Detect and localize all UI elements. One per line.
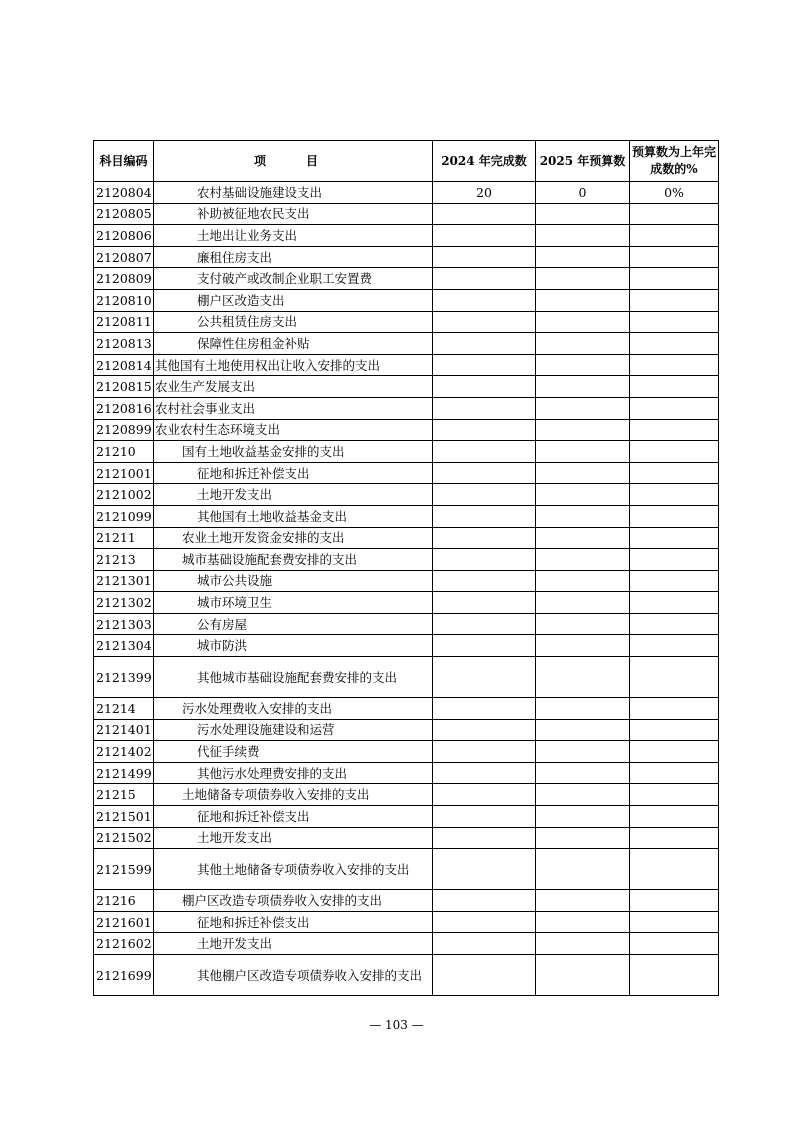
row-pct bbox=[630, 698, 719, 720]
row-value-2025 bbox=[536, 657, 630, 698]
row-pct bbox=[630, 955, 719, 996]
row-code: 2121402 bbox=[94, 741, 154, 763]
row-value-2024 bbox=[433, 827, 536, 849]
table-row bbox=[94, 890, 719, 912]
row-name: 公有房屋 bbox=[154, 613, 433, 635]
row-value-2024 bbox=[433, 657, 536, 698]
row-value-2025 bbox=[536, 549, 630, 571]
row-value-2024 bbox=[433, 484, 536, 506]
row-code: 21216 bbox=[94, 890, 154, 912]
row-pct bbox=[630, 441, 719, 463]
row-pct bbox=[630, 890, 719, 912]
row-code: 2121099 bbox=[94, 505, 154, 527]
row-pct bbox=[630, 911, 719, 933]
row-name: 其他棚户区改造专项债券收入安排的支出 bbox=[154, 955, 433, 996]
header-pct: 预算数为上年完成数的% bbox=[630, 141, 719, 182]
row-value-2025 bbox=[536, 527, 630, 549]
row-name: 农业农村生态环境支出 bbox=[154, 419, 433, 441]
table-row bbox=[94, 203, 719, 225]
table-row bbox=[94, 419, 719, 441]
row-value-2024 bbox=[433, 441, 536, 463]
row-name: 农业土地开发资金安排的支出 bbox=[154, 527, 433, 549]
budget-table bbox=[93, 140, 719, 996]
row-value-2025 bbox=[536, 376, 630, 398]
row-value-2024 bbox=[433, 806, 536, 828]
table-row bbox=[94, 549, 719, 571]
row-name: 土地开发支出 bbox=[154, 827, 433, 849]
row-pct bbox=[630, 203, 719, 225]
row-name: 征地和拆迁补偿支出 bbox=[154, 911, 433, 933]
header-code: 科目编码 bbox=[94, 141, 154, 182]
row-pct bbox=[630, 806, 719, 828]
row-value-2024 bbox=[433, 784, 536, 806]
row-code: 2120804 bbox=[94, 182, 154, 204]
row-value-2024 bbox=[433, 933, 536, 955]
row-code: 2121601 bbox=[94, 911, 154, 933]
row-value-2025 bbox=[536, 911, 630, 933]
table-row bbox=[94, 719, 719, 741]
row-code: 2121304 bbox=[94, 635, 154, 657]
row-pct: 0% bbox=[630, 182, 719, 204]
row-code: 21213 bbox=[94, 549, 154, 571]
row-pct bbox=[630, 762, 719, 784]
row-value-2025 bbox=[536, 246, 630, 268]
table-row bbox=[94, 182, 719, 204]
row-name: 城市环境卫生 bbox=[154, 592, 433, 614]
table-row bbox=[94, 225, 719, 247]
table-row bbox=[94, 311, 719, 333]
header-2025: 2025 年预算数 bbox=[536, 141, 630, 182]
row-value-2024 bbox=[433, 911, 536, 933]
row-value-2024 bbox=[433, 698, 536, 720]
row-code: 2120810 bbox=[94, 289, 154, 311]
row-name: 城市防洪 bbox=[154, 635, 433, 657]
row-name: 棚户区改造支出 bbox=[154, 289, 433, 311]
row-code: 2120806 bbox=[94, 225, 154, 247]
row-name: 城市公共设施 bbox=[154, 570, 433, 592]
row-code: 2120816 bbox=[94, 397, 154, 419]
row-value-2025 bbox=[536, 933, 630, 955]
row-value-2024 bbox=[433, 762, 536, 784]
row-code: 2121502 bbox=[94, 827, 154, 849]
row-name: 农村社会事业支出 bbox=[154, 397, 433, 419]
table-row bbox=[94, 911, 719, 933]
row-value-2024 bbox=[433, 462, 536, 484]
row-code: 2121499 bbox=[94, 762, 154, 784]
row-value-2024 bbox=[433, 289, 536, 311]
row-value-2024 bbox=[433, 955, 536, 996]
row-value-2024 bbox=[433, 849, 536, 890]
row-pct bbox=[630, 225, 719, 247]
row-pct bbox=[630, 246, 719, 268]
row-pct bbox=[630, 527, 719, 549]
row-value-2024 bbox=[433, 397, 536, 419]
row-value-2024 bbox=[433, 635, 536, 657]
row-value-2025 bbox=[536, 741, 630, 763]
row-value-2025 bbox=[536, 289, 630, 311]
table-row bbox=[94, 933, 719, 955]
table-header-row bbox=[94, 141, 719, 182]
row-code: 2120815 bbox=[94, 376, 154, 398]
row-value-2025 bbox=[536, 806, 630, 828]
row-code: 2121501 bbox=[94, 806, 154, 828]
row-code: 2121303 bbox=[94, 613, 154, 635]
row-value-2024 bbox=[433, 741, 536, 763]
row-pct bbox=[630, 827, 719, 849]
row-pct bbox=[630, 933, 719, 955]
row-value-2025 bbox=[536, 762, 630, 784]
row-name: 征地和拆迁补偿支出 bbox=[154, 462, 433, 484]
row-value-2024 bbox=[433, 376, 536, 398]
row-pct bbox=[630, 311, 719, 333]
row-name: 城市基础设施配套费安排的支出 bbox=[154, 549, 433, 571]
row-value-2024 bbox=[433, 333, 536, 355]
row-name: 补助被征地农民支出 bbox=[154, 203, 433, 225]
row-code: 2121301 bbox=[94, 570, 154, 592]
table-body bbox=[94, 182, 719, 996]
table-row bbox=[94, 505, 719, 527]
row-code: 2121399 bbox=[94, 657, 154, 698]
row-name: 征地和拆迁补偿支出 bbox=[154, 806, 433, 828]
row-name: 代征手续费 bbox=[154, 741, 433, 763]
table-row bbox=[94, 441, 719, 463]
row-value-2025 bbox=[536, 784, 630, 806]
row-pct bbox=[630, 462, 719, 484]
row-pct bbox=[630, 741, 719, 763]
row-code: 2120805 bbox=[94, 203, 154, 225]
row-value-2024 bbox=[433, 719, 536, 741]
table-row bbox=[94, 955, 719, 996]
row-code: 2121002 bbox=[94, 484, 154, 506]
row-value-2024 bbox=[433, 246, 536, 268]
row-name: 其他土地储备专项债券收入安排的支出 bbox=[154, 849, 433, 890]
row-pct bbox=[630, 719, 719, 741]
row-code: 2120811 bbox=[94, 311, 154, 333]
row-code: 2121699 bbox=[94, 955, 154, 996]
row-name: 其他国有土地使用权出让收入安排的支出 bbox=[154, 354, 433, 376]
row-value-2024 bbox=[433, 419, 536, 441]
row-value-2025 bbox=[536, 225, 630, 247]
row-pct bbox=[630, 484, 719, 506]
row-name: 其他污水处理费安排的支出 bbox=[154, 762, 433, 784]
table-row bbox=[94, 806, 719, 828]
row-pct bbox=[630, 505, 719, 527]
row-pct bbox=[630, 635, 719, 657]
row-code: 21214 bbox=[94, 698, 154, 720]
page-number: — 103 — bbox=[369, 1018, 424, 1032]
row-value-2025 bbox=[536, 570, 630, 592]
row-value-2024 bbox=[433, 505, 536, 527]
row-code: 2120809 bbox=[94, 268, 154, 290]
row-code: 2120813 bbox=[94, 333, 154, 355]
row-value-2025 bbox=[536, 462, 630, 484]
table-row bbox=[94, 784, 719, 806]
table-row bbox=[94, 613, 719, 635]
row-pct bbox=[630, 657, 719, 698]
row-pct bbox=[630, 592, 719, 614]
row-code: 2120814 bbox=[94, 354, 154, 376]
row-code: 2121001 bbox=[94, 462, 154, 484]
row-name: 污水处理费收入安排的支出 bbox=[154, 698, 433, 720]
row-name: 其他国有土地收益基金支出 bbox=[154, 505, 433, 527]
row-name: 污水处理设施建设和运营 bbox=[154, 719, 433, 741]
table-row bbox=[94, 462, 719, 484]
row-code: 2121602 bbox=[94, 933, 154, 955]
table-row bbox=[94, 246, 719, 268]
row-pct bbox=[630, 570, 719, 592]
row-value-2025 bbox=[536, 890, 630, 912]
row-pct bbox=[630, 268, 719, 290]
row-name: 棚户区改造专项债券收入安排的支出 bbox=[154, 890, 433, 912]
row-value-2025 bbox=[536, 397, 630, 419]
row-value-2025 bbox=[536, 955, 630, 996]
table-row bbox=[94, 827, 719, 849]
row-pct bbox=[630, 549, 719, 571]
row-name: 廉租住房支出 bbox=[154, 246, 433, 268]
table-row bbox=[94, 762, 719, 784]
row-name: 土地储备专项债券收入安排的支出 bbox=[154, 784, 433, 806]
row-name: 农村基础设施建设支出 bbox=[154, 182, 433, 204]
row-value-2025 bbox=[536, 827, 630, 849]
row-value-2025 bbox=[536, 354, 630, 376]
table-row bbox=[94, 376, 719, 398]
row-name: 土地开发支出 bbox=[154, 484, 433, 506]
row-pct bbox=[630, 849, 719, 890]
row-name: 农业生产发展支出 bbox=[154, 376, 433, 398]
table-row bbox=[94, 657, 719, 698]
table-row bbox=[94, 354, 719, 376]
row-value-2025 bbox=[536, 311, 630, 333]
row-value-2025 bbox=[536, 635, 630, 657]
row-code: 2120807 bbox=[94, 246, 154, 268]
table-row bbox=[94, 741, 719, 763]
row-value-2024 bbox=[433, 570, 536, 592]
row-pct bbox=[630, 376, 719, 398]
row-value-2024 bbox=[433, 527, 536, 549]
row-pct bbox=[630, 289, 719, 311]
row-name: 国有土地收益基金安排的支出 bbox=[154, 441, 433, 463]
row-name: 其他城市基础设施配套费安排的支出 bbox=[154, 657, 433, 698]
row-value-2024 bbox=[433, 268, 536, 290]
row-value-2025 bbox=[536, 505, 630, 527]
row-value-2025 bbox=[536, 268, 630, 290]
table-row bbox=[94, 527, 719, 549]
row-value-2024 bbox=[433, 592, 536, 614]
row-value-2025 bbox=[536, 441, 630, 463]
table-row bbox=[94, 635, 719, 657]
row-code: 21210 bbox=[94, 441, 154, 463]
row-value-2024 bbox=[433, 311, 536, 333]
row-value-2024 bbox=[433, 354, 536, 376]
row-value-2025 bbox=[536, 719, 630, 741]
table-row bbox=[94, 698, 719, 720]
table-row bbox=[94, 333, 719, 355]
row-name: 土地开发支出 bbox=[154, 933, 433, 955]
table-row bbox=[94, 484, 719, 506]
row-name: 支付破产或改制企业职工安置费 bbox=[154, 268, 433, 290]
header-2024: 2024 年完成数 bbox=[433, 141, 536, 182]
row-code: 2121302 bbox=[94, 592, 154, 614]
row-pct bbox=[630, 333, 719, 355]
row-pct bbox=[630, 784, 719, 806]
row-value-2025: 0 bbox=[536, 182, 630, 204]
row-code: 21215 bbox=[94, 784, 154, 806]
row-pct bbox=[630, 397, 719, 419]
row-code: 2121599 bbox=[94, 849, 154, 890]
row-code: 21211 bbox=[94, 527, 154, 549]
row-name: 公共租赁住房支出 bbox=[154, 311, 433, 333]
row-value-2025 bbox=[536, 333, 630, 355]
row-name: 土地出让业务支出 bbox=[154, 225, 433, 247]
header-name: 项 目 bbox=[154, 141, 433, 182]
table-row bbox=[94, 397, 719, 419]
row-value-2025 bbox=[536, 484, 630, 506]
row-value-2025 bbox=[536, 849, 630, 890]
table-row bbox=[94, 570, 719, 592]
row-pct bbox=[630, 354, 719, 376]
row-code: 2121401 bbox=[94, 719, 154, 741]
row-value-2024 bbox=[433, 203, 536, 225]
row-pct bbox=[630, 419, 719, 441]
row-value-2024 bbox=[433, 549, 536, 571]
row-value-2025 bbox=[536, 613, 630, 635]
table-row bbox=[94, 592, 719, 614]
row-code: 2120899 bbox=[94, 419, 154, 441]
row-value-2025 bbox=[536, 419, 630, 441]
row-value-2025 bbox=[536, 698, 630, 720]
row-value-2025 bbox=[536, 203, 630, 225]
row-value-2025 bbox=[536, 592, 630, 614]
row-name: 保障性住房租金补贴 bbox=[154, 333, 433, 355]
row-value-2024 bbox=[433, 613, 536, 635]
row-value-2024 bbox=[433, 890, 536, 912]
table-row bbox=[94, 268, 719, 290]
row-pct bbox=[630, 613, 719, 635]
row-value-2024: 20 bbox=[433, 182, 536, 204]
table-row bbox=[94, 289, 719, 311]
row-value-2024 bbox=[433, 225, 536, 247]
table-row bbox=[94, 849, 719, 890]
